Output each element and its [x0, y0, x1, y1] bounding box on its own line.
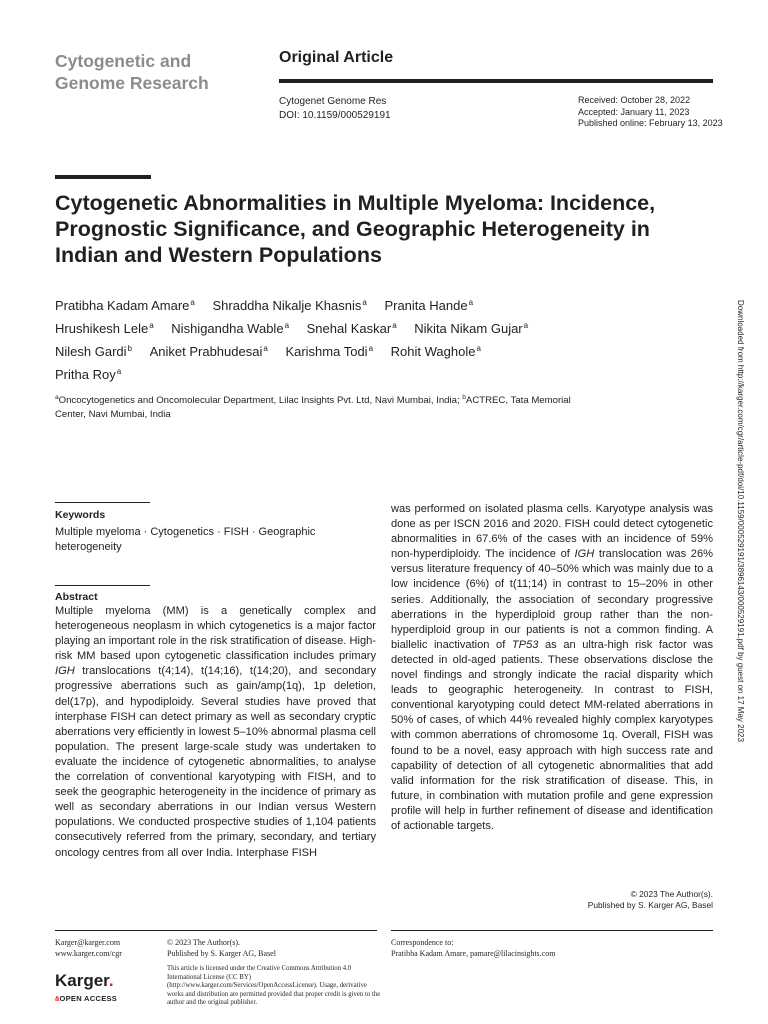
journal-meta [279, 95, 391, 123]
journal-name: Cytogenetic and Genome Research [55, 51, 209, 93]
abstract-text-left: Multiple myeloma (MM) is a genetically complex and heterogeneous neoplasm in which cytogenetics is a major factor playing an important role in the risk stratification of disease. High-risk MM based upon cytogenetic classification includes primary IGH translocations t(4;14), t(14;16), t(14;20), and secondary progressive aberrations such as gain/amp(1q), 1p deletion, del(17p), and hypodiploidy. Several studies have proved that interphase FISH can detect primary as well as secondary cryptic aberrations very efficiently in lowest 5–10% abnormal plasma cell population. The present large-scale study was undertaken to evaluate the incidence of cytogenetic abnormalities, to analyse the correlation of conventional karyotyping with FISH, and to seek the geographic heterogeneity in the incidence of primary as well as secondary aberrations in our Indian versus Western populations. We conducted prospective studies of 1,104 patients consecutively referred from the primary, secondary, and tertiary oncology centres from all over India. Interphase FISH [55, 605, 376, 859]
affiliations: $^a$Oncocytogenetics and Oncomolecular Department, Lilac Insights Pvt. Ltd, Navi Mumbai, India; $^b$ACTREC, Tata Memorial Center, Navi Mumbai, India [55, 394, 571, 420]
author: Shraddha Nikalje Khasnis$^a$ [212, 298, 367, 313]
header-rule [279, 79, 713, 83]
abstract-text-right: was performed on isolated plasma cells. Karyotype analysis was done as per ISCN 2016 and 2020. FISH could detect cytogenetic abnormalities in 67.6% of the cases with an incidence of 59% non-hyperdiploidy. The incidence of IGH translocation was 26% versus literature frequency of 40–50% which was mainly due to a low incidence (6%) of t(11;14) in contrast to 15–20% in other series. Additionally, the association of secondary progressive aberrations in the hyperdiploid group rather than the non-hyperdiploid group in our patients is not a common finding. A biallelic inactivation of TP53 as an ultra-high risk factor was detected in old-aged patients. These observations disclose the novel findings and strongly indicate the racial disparity which leads to geographic heterogeneity. In contrast to FISH, conventional karyotyping could detect MM-related aberrations in 50% of cases, of which 44% revealed highly complex karyotypes with common aberrations of chromosome 1q. Overall, FISH was found to be a novel, easy approach with high success rate and capability of detection of all cytogenetic abnormalities that add valid information for the risk stratification of disease. This, in future, in combination with mutation profile and gene expression profile will help in further refinement of disease and identification of actionable targets. [391, 503, 713, 832]
footer-rule-right [391, 930, 713, 931]
received-date: Received: October 28, 2022 [578, 95, 691, 105]
article-type: Original Article [279, 49, 394, 66]
author: Pritha Roy$^a$ [55, 367, 122, 382]
footer-website[interactable]: www.karger.com/cgr [55, 949, 122, 958]
footer-email[interactable]: Karger@karger.com [55, 938, 121, 947]
published-date: Published online: February 13, 2023 [578, 118, 723, 128]
download-strip: Downloaded from http://karger.com/cgr/article-pdf/doi/10.1159/000529191/3896143/000529191.pdf by guest on 17 May 2023 [736, 300, 745, 742]
article-title: Cytogenetic Abnormalities in Multiple Myeloma: Incidence, Prognostic Significance, and Geographic Heterogeneity in Indian and Western Populations [55, 191, 656, 267]
author: Hrushikesh Lele$^a$ [55, 321, 154, 336]
abstract-copyright: © 2023 The Author(s). Published by S. Karger AG, Basel [587, 889, 713, 910]
author-list [55, 294, 635, 386]
open-access-icon: ā [55, 994, 60, 1003]
doi-link[interactable]: DOI: 10.1159/000529191 [279, 110, 391, 121]
open-access-badge: āOPEN ACCESS [55, 994, 118, 1003]
author: Snehal Kaskar$^a$ [306, 321, 397, 336]
footer-rule-left [55, 930, 377, 931]
abstract-rule [55, 585, 150, 586]
correspondence-email[interactable]: Pratibha Kadam Amare, pamare@lilacinsights.com [391, 949, 556, 958]
publication-dates [578, 95, 723, 130]
title-rule [55, 175, 151, 179]
author: Nishigandha Wable$^a$ [171, 321, 290, 336]
abstract-heading: Abstract [55, 591, 98, 603]
author: Aniket Prabhudesai$^a$ [149, 344, 268, 359]
keywords-text: Multiple myeloma · Cytogenetics · FISH · Geographic heterogeneity [55, 526, 316, 553]
karger-logo: Karger. [55, 971, 114, 990]
footer-contact [55, 937, 122, 959]
footer-license: This article is licensed under the Creative Commons Attribution 4.0 International License (CC BY) (http://www.karger.com/Services/OpenAccessLicense). Usage, derivative works and distribution are permitted provided that proper credit is given to the author and the original publisher. [167, 965, 381, 1007]
footer-correspondence: Correspondence to: Pratibha Kadam Amare, pamare@lilacinsights.com [391, 938, 556, 958]
author: Pranita Hande$^a$ [384, 298, 474, 313]
author: Rohit Waghole$^a$ [390, 344, 481, 359]
author: Karishma Todi$^a$ [285, 344, 374, 359]
author: Pratibha Kadam Amare$^a$ [55, 298, 195, 313]
keywords-rule [55, 502, 150, 503]
journal-abbrev: Cytogenet Genome Res [279, 96, 387, 107]
author: Nikita Nikam Gujar$^a$ [414, 321, 529, 336]
accepted-date: Accepted: January 11, 2023 [578, 106, 690, 117]
footer-publisher: © 2023 The Author(s). Published by S. Karger AG, Basel [167, 938, 276, 958]
author: Nilesh Gardi$^b$ [55, 344, 132, 359]
keywords-heading: Keywords [55, 509, 106, 521]
